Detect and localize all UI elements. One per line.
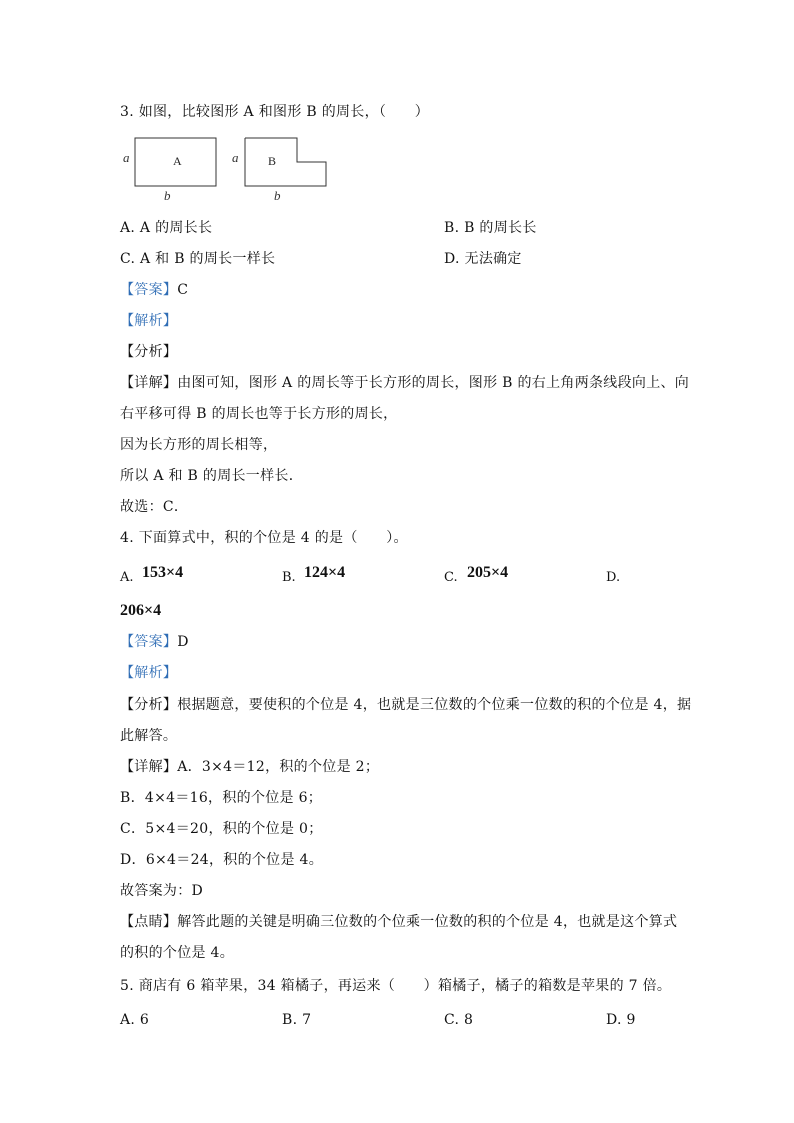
dianjing-text: 解答此题的关键是明确三位数的个位乘一位数的积的个位是 4，也就是这个算式 [177, 914, 678, 930]
q5-stem: 5. 商店有 6 箱苹果，34 箱橘子，再运来（ ）箱橘子，橘子的箱数是苹果的 7 倍。 [120, 978, 672, 994]
shape-b-notched [232, 138, 326, 203]
shape-a-label: A [173, 154, 182, 168]
answer-tag: 【答案】 [120, 282, 178, 298]
side-b-label-b: b [274, 188, 281, 203]
shape-a-rectangle [123, 138, 216, 203]
q3-option-d: D. 无法确定 [444, 251, 522, 267]
q5-option-b: B. 7 [282, 1012, 312, 1028]
q3-figure [118, 132, 333, 207]
q3-answer-line [120, 280, 188, 300]
side-a-label-b: a [232, 150, 239, 165]
q3-detail-line-4: 所以 A 和 B 的周长一样长． [120, 468, 303, 484]
q5-option-d: D. 9 [606, 1012, 636, 1028]
q4-option-d-expr: 206×4 [120, 602, 162, 619]
answer-value: C [177, 282, 189, 298]
q3-detail-line-2: 右平移可得 B 的周长也等于长方形的周长， [120, 406, 398, 422]
q4-detail-line-d: D．6×4＝24，积的个位是 4。 [120, 852, 324, 868]
q3-option-b: B. B 的周长长 [444, 220, 537, 236]
fenxi-tag: 【分析】 [120, 697, 178, 713]
q4-answer-line [120, 632, 189, 652]
q3-fenxi-tag: 【分析】 [120, 344, 178, 360]
q3-detail-line-1 [120, 373, 689, 393]
q4-option-c-label: C. [444, 570, 458, 585]
q5-option-a: A. 6 [120, 1012, 150, 1028]
q4-analysis-tag: 【解析】 [120, 665, 178, 681]
q4-detail-line-b: B．4×4＝16，积的个位是 6； [120, 790, 323, 806]
q4-option-b-label: B. [282, 570, 296, 585]
answer-tag: 【答案】 [120, 634, 178, 650]
detail-text: A．3×4＝12，积的个位是 2； [177, 759, 380, 775]
q4-option-d-label: D. [606, 570, 621, 585]
q4-dianjing-line-2: 的积的个位是 4。 [120, 945, 235, 961]
q4-option-a-label: A. [120, 570, 134, 585]
side-a-label: a [123, 150, 130, 165]
q4-conclusion: 故答案为：D [120, 883, 204, 899]
q4-stem: 4. 下面算式中，积的个位是 4 的是（ ）。 [120, 530, 408, 546]
q3-option-a: A. A 的周长长 [120, 220, 213, 236]
q4-option-c-expr: 205×4 [467, 564, 509, 581]
q4-option-b-expr: 124×4 [304, 564, 346, 581]
q4-fenxi-line-2: 此解答。 [120, 728, 178, 744]
q3-detail-line-3: 因为长方形的周长相等， [120, 437, 278, 453]
q4-detail-line-a [120, 757, 379, 777]
q3-analysis-tag: 【解析】 [120, 313, 178, 329]
answer-value: D [177, 634, 189, 650]
side-b-label: b [164, 188, 171, 203]
q3-choose: 故选：C． [120, 499, 189, 515]
q4-detail-line-c: C．5×4＝20，积的个位是 0； [120, 821, 323, 837]
q3-stem: 3. 如图，比较图形 A 和图形 B 的周长，（ ） [120, 104, 430, 120]
q4-dianjing-line-1 [120, 912, 677, 932]
detail-tag: 【详解】 [120, 759, 178, 775]
fenxi-text: 根据题意，要使积的个位是 4，也就是三位数的个位乘一位数的积的个位是 4，据 [177, 697, 692, 713]
detail-tag: 【详解】 [120, 375, 178, 391]
shape-b-label: B [268, 154, 277, 168]
detail-text: 由图可知，图形 A 的周长等于长方形的周长，图形 B 的右上角两条线段向上、向 [177, 375, 690, 391]
dianjing-tag: 【点睛】 [120, 914, 178, 930]
q3-option-c: C. A 和 B 的周长一样长 [120, 251, 276, 267]
q4-fenxi-line-1 [120, 695, 691, 715]
q5-option-c: C. 8 [444, 1012, 474, 1028]
q4-option-a-expr: 153×4 [142, 564, 184, 581]
